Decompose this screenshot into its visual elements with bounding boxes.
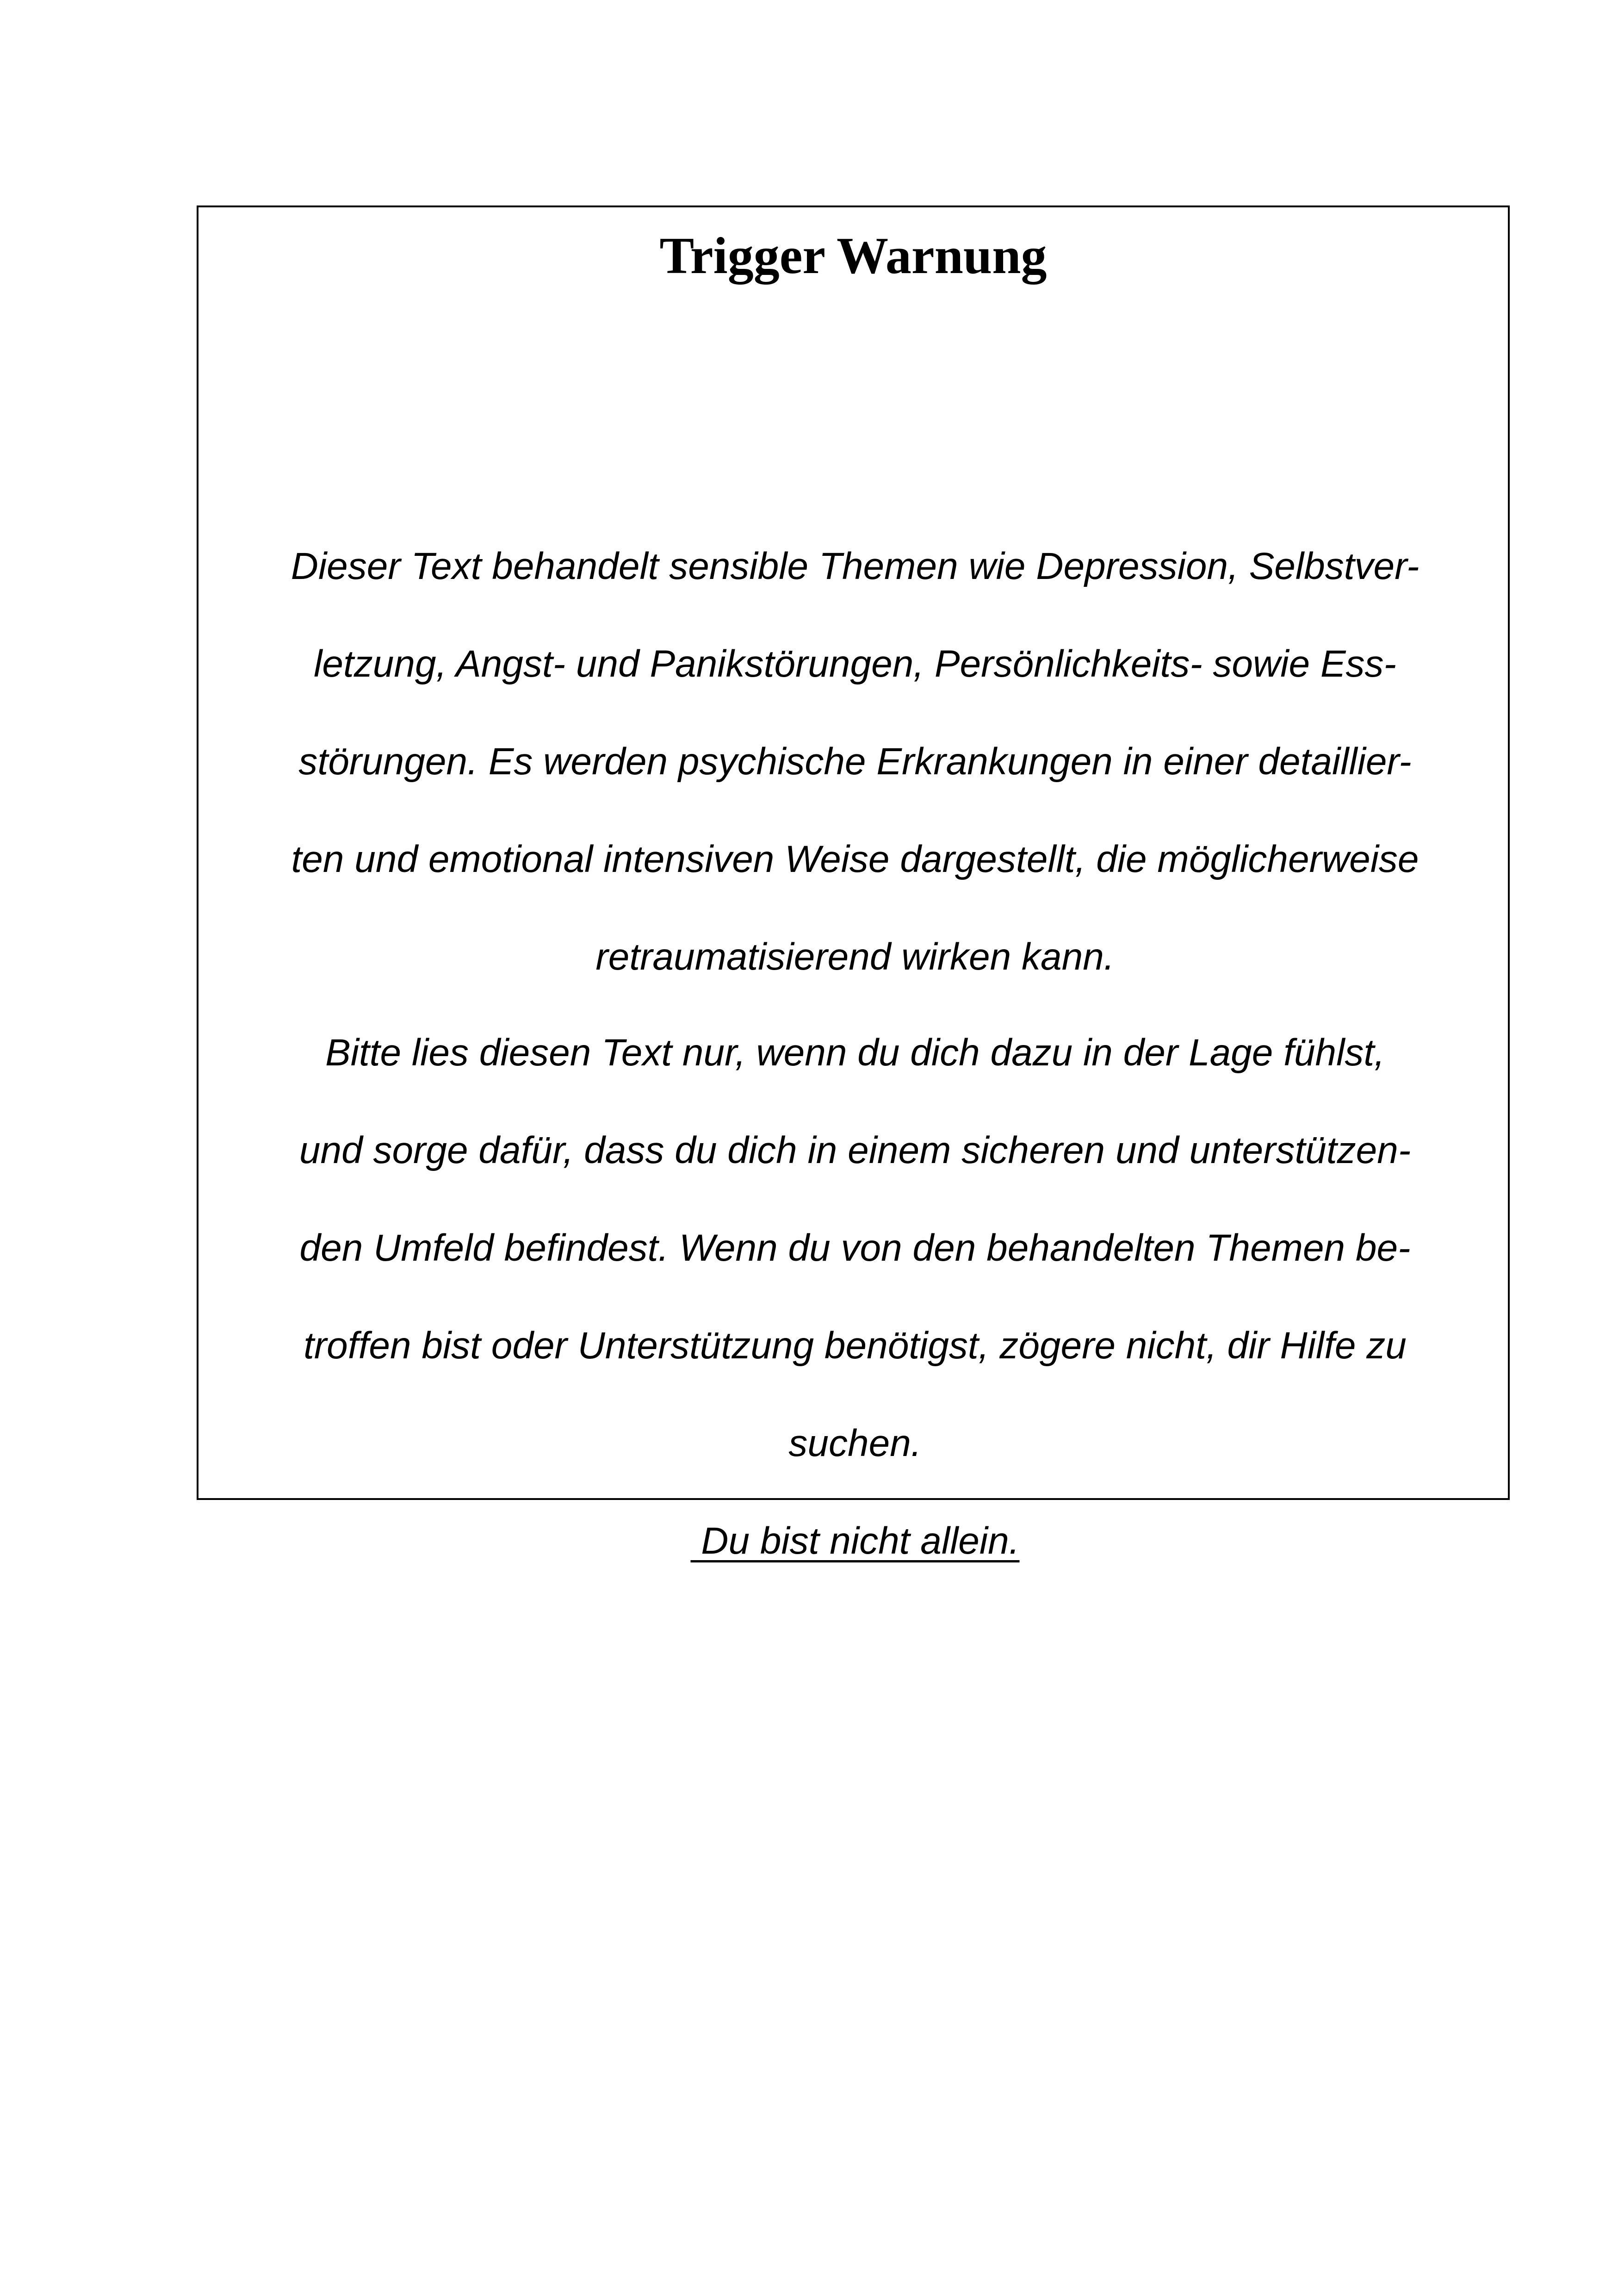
- paragraph-line: ten und emotional intensiven Weise dargestellt, die möglicherweise: [291, 838, 1419, 880]
- trigger-warning-title: Trigger Warnung: [659, 227, 1047, 285]
- closing-statement: Du bist nicht allein.: [690, 1520, 1020, 1562]
- warning-paragraph-advice: [217, 1004, 1493, 1590]
- paragraph-line: troffen bist oder Unterstützung benötigst, zögere nicht, dir Hilfe zu: [304, 1325, 1407, 1367]
- paragraph-line: den Umfeld befindest. Wenn du von den behandelten Themen be-: [299, 1227, 1411, 1269]
- paragraph-line: Bitte lies diesen Text nur, wenn du dich dazu in der Lage fühlst,: [325, 1032, 1385, 1074]
- paragraph-line: und sorge dafür, dass du dich in einem sicheren und unterstützen-: [299, 1129, 1411, 1171]
- closing-line: [217, 1492, 1493, 1590]
- paragraph-line: Dieser Text behandelt sensible Themen wie Depression, Selbstver-: [291, 545, 1420, 587]
- paragraph-line: suchen.: [788, 1422, 922, 1464]
- paragraph-line: letzung, Angst- und Panikstörungen, Persönlichkeits- sowie Ess-: [314, 643, 1396, 685]
- paragraph-line: retraumatisierend wirken kann.: [595, 936, 1115, 978]
- paragraph-line: störungen. Es werden psychische Erkrankungen in einer detaillier-: [298, 740, 1412, 783]
- trigger-warning-box: [197, 205, 1510, 1562]
- warning-paragraph-content: [217, 517, 1493, 1006]
